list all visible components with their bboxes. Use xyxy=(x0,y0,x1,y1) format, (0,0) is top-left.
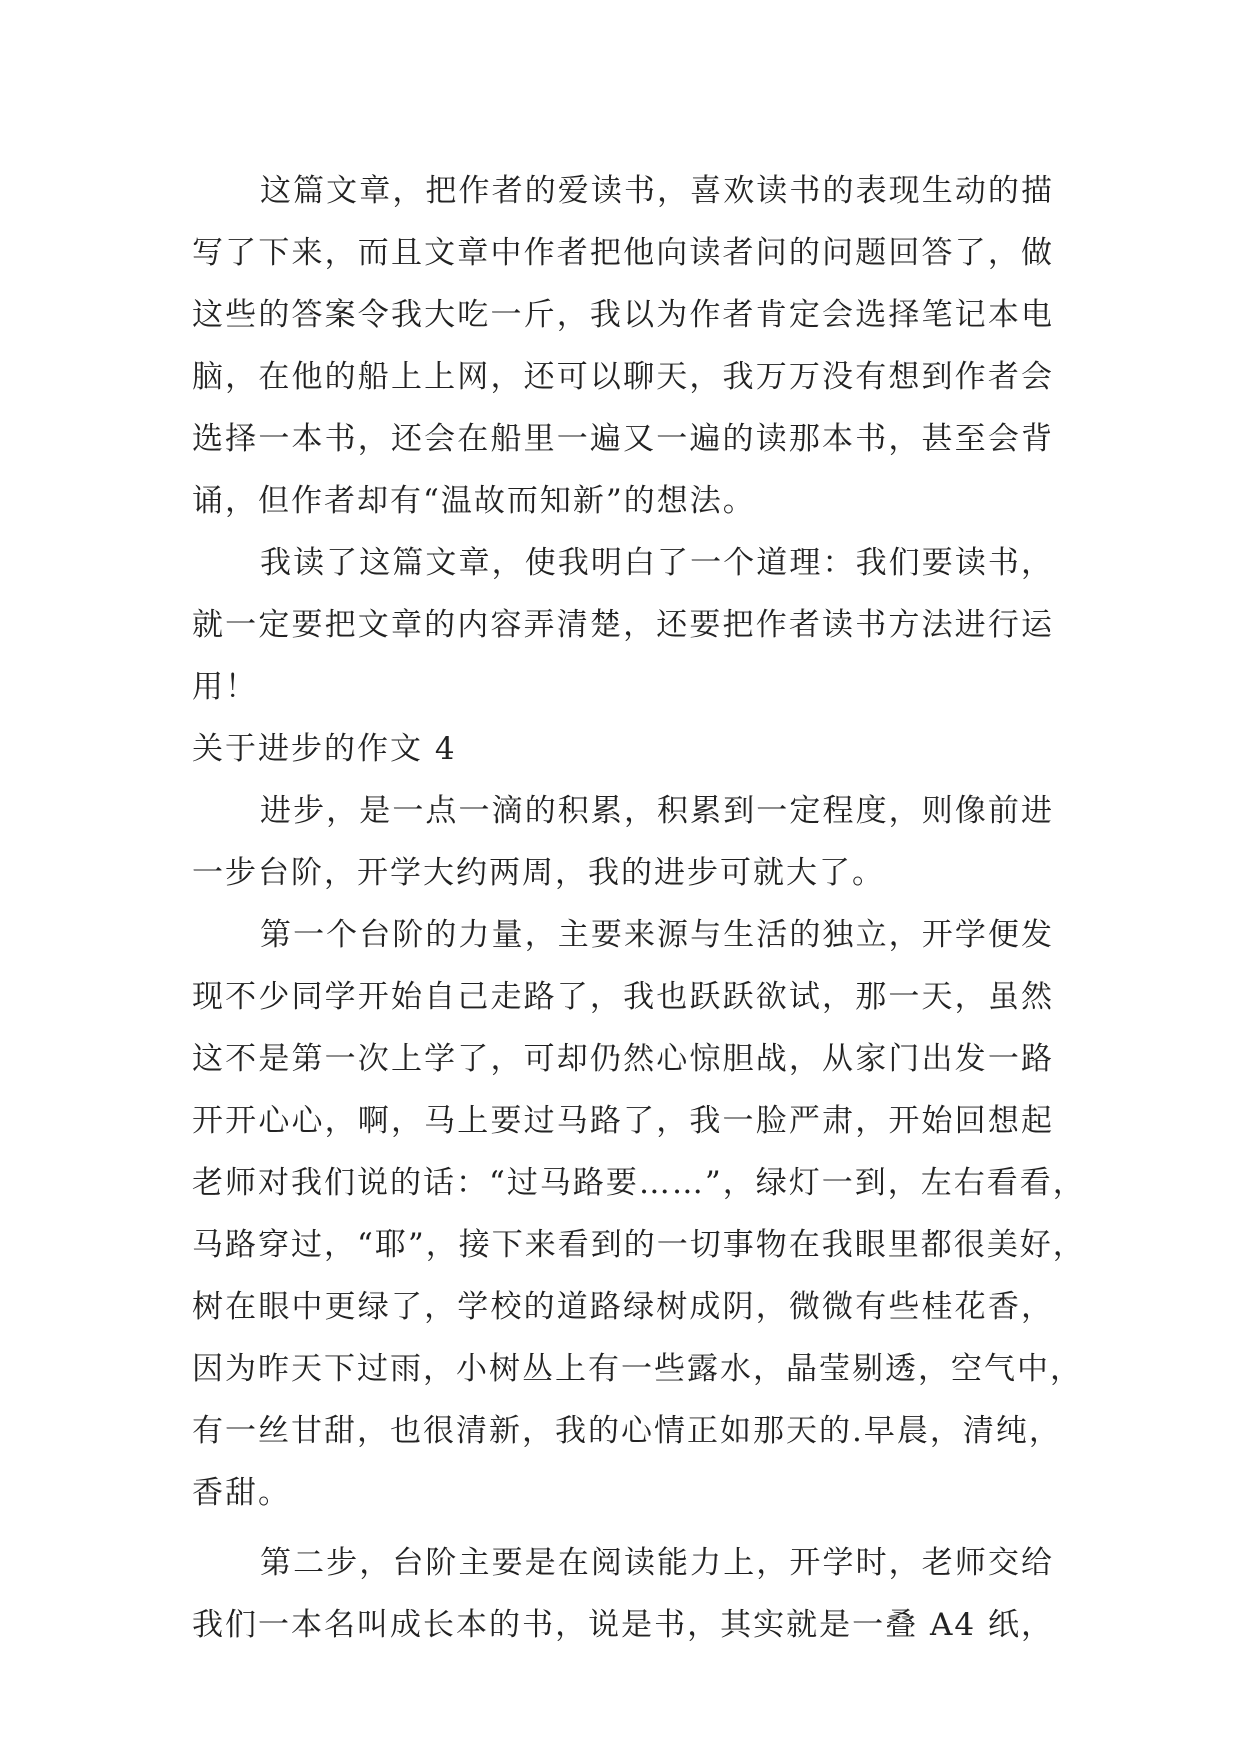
paragraph-reading-review xyxy=(192,160,1054,532)
text-line: 写了下来，而且文章中作者把他向读者问的问题回答了，做 xyxy=(192,235,1054,271)
text-line: 用！ xyxy=(192,669,258,705)
text-line: 有一丝甘甜，也很清新，我的心情正如那天的.早晨，清纯， xyxy=(192,1413,1062,1449)
paragraph-first-step xyxy=(192,904,1086,1524)
text-line: 树在眼中更绿了，学校的道路绿树成阴，微微有些桂花香， xyxy=(192,1289,1054,1325)
text-line: 现不少同学开始自己走路了，我也跃跃欲试，那一天，虽然 xyxy=(192,979,1054,1015)
text-line: 老师对我们说的话：“过马路要……”，绿灯一到，左右看看， xyxy=(192,1165,1086,1201)
paragraph-second-step xyxy=(192,1532,1054,1656)
text-line: 进步，是一点一滴的积累，积累到一定程度，则像前进 xyxy=(260,793,1054,829)
section-title: 关于进步的作文 4 xyxy=(192,731,457,767)
paragraph-spacer xyxy=(192,1524,1054,1532)
text-line: 这篇文章，把作者的爱读书，喜欢读书的表现生动的描 xyxy=(260,173,1054,209)
text-line: 我们一本名叫成长本的书，说是书，其实就是一叠 A4 纸， xyxy=(192,1607,1054,1643)
text-line: 马路穿过，“耶”，接下来看到的一切事物在我眼里都很美好， xyxy=(192,1227,1086,1263)
text-line: 一步台阶，开学大约两周，我的进步可就大了。 xyxy=(192,855,885,891)
text-line: 第一个台阶的力量，主要来源与生活的独立，开学便发 xyxy=(260,917,1054,953)
text-line: 这些的答案令我大吃一斤，我以为作者肯定会选择笔记本电 xyxy=(192,297,1054,333)
text-line: 开开心心，啊，马上要过马路了，我一脸严肃，开始回想起 xyxy=(192,1103,1054,1139)
text-line: 就一定要把文章的内容弄清楚，还要把作者读书方法进行运 xyxy=(192,607,1054,643)
text-line: 这不是第一次上学了，可却仍然心惊胆战，从家门出发一路 xyxy=(192,1041,1054,1077)
text-line: 脑，在他的船上上网，还可以聊天，我万万没有想到作者会 xyxy=(192,359,1054,395)
text-line: 选择一本书，还会在船里一遍又一遍的读那本书，甚至会背 xyxy=(192,421,1054,457)
text-line: 第二步，台阶主要是在阅读能力上，开学时，老师交给 xyxy=(260,1545,1054,1581)
text-line: 我读了这篇文章，使我明白了一个道理：我们要读书， xyxy=(260,545,1054,581)
text-line: 香甜。 xyxy=(192,1475,291,1511)
paragraph-progress-intro xyxy=(192,780,1054,904)
paragraph-lesson xyxy=(192,532,1054,718)
text-line: 因为昨天下过雨，小树丛上有一些露水，晶莹剔透，空气中， xyxy=(192,1351,1083,1387)
text-line: 诵，但作者却有“温故而知新”的想法。 xyxy=(192,483,756,519)
document-body xyxy=(192,160,1086,1656)
